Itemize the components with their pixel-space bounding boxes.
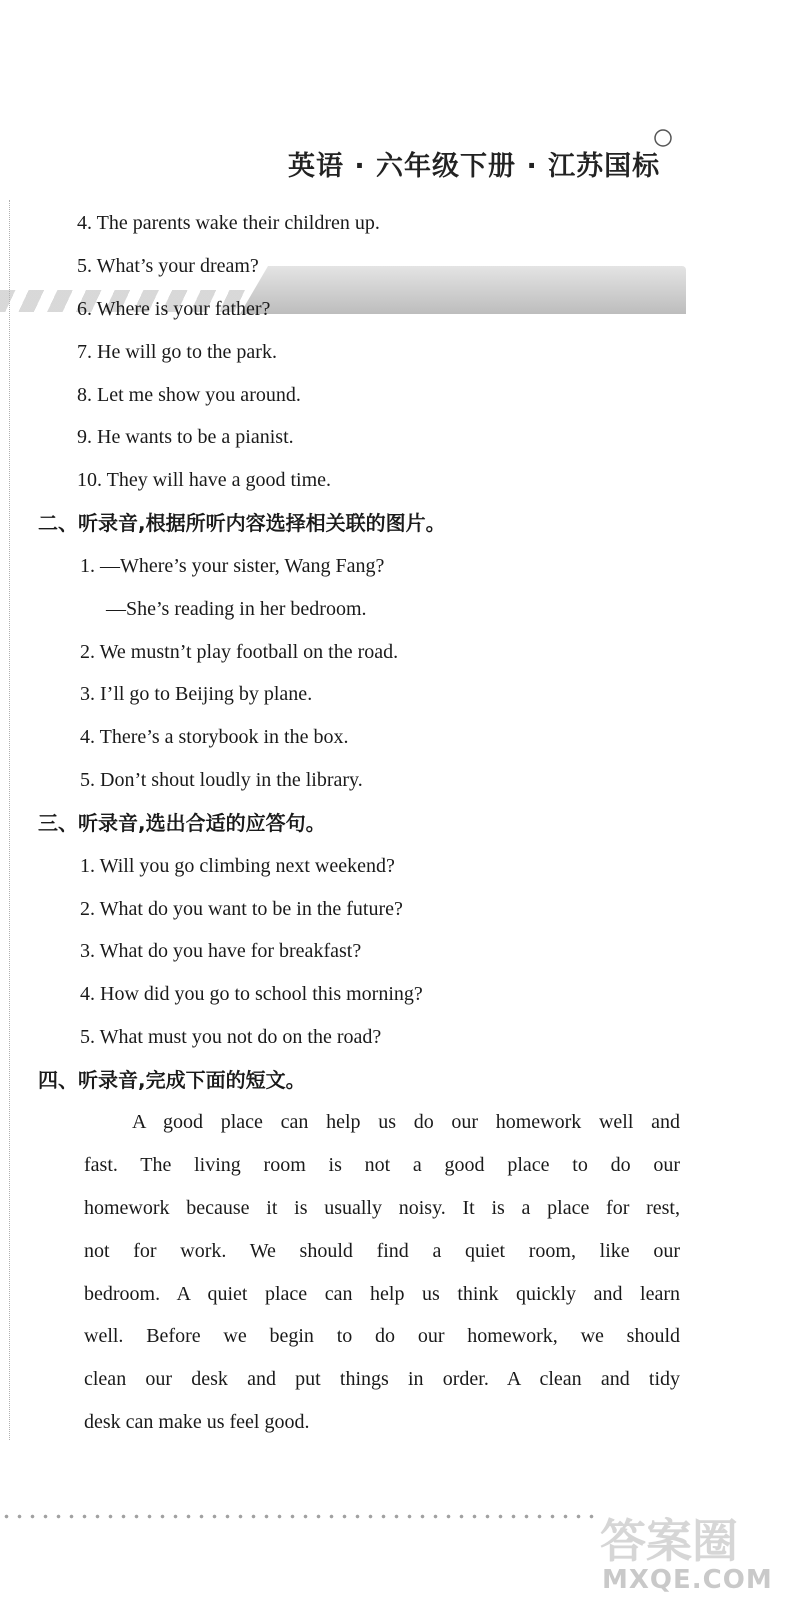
- section3-heading: 三、听录音,选出合适的应答句。: [38, 811, 326, 835]
- footer-dotted-decoration: [0, 1510, 600, 1530]
- section3-item-4: 4. How did you go to school this morning?: [80, 983, 423, 1005]
- section4-heading: 四、听录音,完成下面的短文。: [38, 1068, 306, 1092]
- book-title: 英语 · 六年级下册 · 江苏国标: [288, 151, 661, 182]
- section2-item-3: 3. I’ll go to Beijing by plane.: [80, 683, 313, 705]
- watermark-url: MXQE.COM: [602, 1565, 773, 1595]
- section1-item-9: 9. He wants to be a pianist.: [77, 426, 294, 448]
- section2-item-1-reply: —She’s reading in her bedroom.: [106, 598, 367, 620]
- section2-heading: 二、听录音,根据所听内容选择相关联的图片。: [38, 511, 446, 535]
- section1-item-10: 10. They will have a good time.: [77, 469, 332, 491]
- section2-item-4: 4. There’s a storybook in the box.: [80, 726, 349, 748]
- section3-item-5: 5. What must you not do on the road?: [80, 1026, 382, 1048]
- section1-item-4: 4. The parents wake their children up.: [77, 212, 380, 234]
- left-margin-dotted-line: [9, 200, 10, 1440]
- passage-line-last: desk can make us feel good.: [84, 1411, 310, 1433]
- passage-line: homework because it is usually noisy. It is a place for rest,: [84, 1197, 680, 1219]
- section1-item-8: 8. Let me show you around.: [77, 384, 301, 406]
- passage-line: A good place can help us do our homework well and: [132, 1111, 680, 1133]
- section2-item-2: 2. We mustn’t play football on the road.: [80, 641, 399, 663]
- section3-item-2: 2. What do you want to be in the future?: [80, 898, 403, 920]
- section1-item-5: 5. What’s your dream?: [77, 255, 259, 277]
- section1-item-7: 7. He will go to the park.: [77, 341, 277, 363]
- passage-line: not for work. We should find a quiet room, like our: [84, 1240, 680, 1262]
- passage-line: bedroom. A quiet place can help us think quickly and learn: [84, 1283, 680, 1305]
- passage-line: clean our desk and put things in order. A clean and tidy: [84, 1368, 680, 1390]
- passage-line: well. Before we begin to do our homework, we should: [84, 1325, 680, 1347]
- passage-line: fast. The living room is not a good place to do our: [84, 1154, 680, 1176]
- section3-item-1: 1. Will you go climbing next weekend?: [80, 855, 395, 877]
- section2-item-5: 5. Don’t shout loudly in the library.: [80, 769, 363, 791]
- header-tab-background: [240, 266, 686, 314]
- corner-circle-icon: [653, 128, 673, 148]
- section1-item-6: 6. Where is your father?: [77, 298, 271, 320]
- watermark-logo-text: 答案圈: [600, 1514, 738, 1568]
- section3-item-3: 3. What do you have for breakfast?: [80, 940, 362, 962]
- section2-item-1: 1. —Where’s your sister, Wang Fang?: [80, 555, 385, 577]
